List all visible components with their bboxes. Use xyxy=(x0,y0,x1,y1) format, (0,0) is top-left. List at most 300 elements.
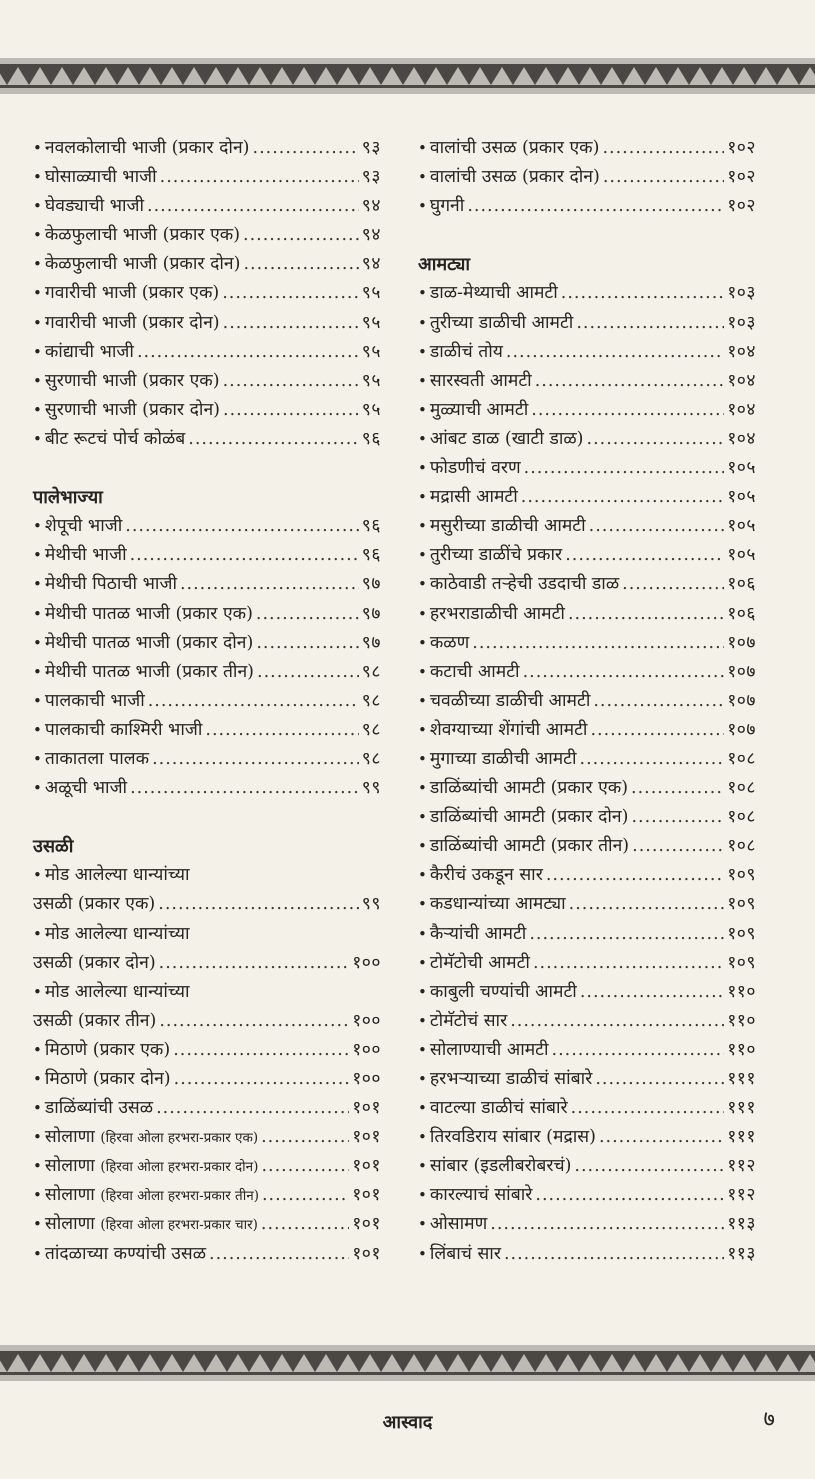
leader-dots xyxy=(593,687,724,716)
entry-title xyxy=(45,1152,259,1182)
bullet-icon: • xyxy=(33,546,42,565)
entry-title-text: डाळिंब्यांची आमटी (प्रकार दोन) xyxy=(429,807,629,828)
toc-entry xyxy=(418,1065,756,1094)
entry-title-text: तिरवडिराय सांबार (मद्रास) xyxy=(429,1127,596,1148)
toc-entry xyxy=(418,861,756,890)
toc-entry xyxy=(33,1123,381,1152)
section-gap xyxy=(33,454,381,483)
bullet-icon: • xyxy=(33,197,42,216)
leader-dots xyxy=(223,396,359,425)
entry-page-number: १०२ xyxy=(727,138,756,158)
leader-dots xyxy=(158,890,359,919)
leader-dots xyxy=(243,250,358,279)
entry-page-number: ११० xyxy=(727,1010,756,1031)
toc-entry xyxy=(33,309,381,338)
entry-title xyxy=(430,309,573,338)
entry-page-number: १०९ xyxy=(727,865,756,886)
toc-entry xyxy=(418,1181,756,1210)
entry-title-text: डाळिंब्यांची आमटी (प्रकार तीन) xyxy=(429,836,630,857)
entry-page-number: १०७ xyxy=(727,690,756,711)
bullet-icon: • xyxy=(418,982,427,1001)
bullet-icon: • xyxy=(418,429,427,448)
leader-dots xyxy=(253,134,359,163)
entry-title-text: मेथीची पातळ भाजी (प्रकार तीन) xyxy=(44,661,254,682)
toc-entry xyxy=(33,861,381,890)
leader-dots xyxy=(152,745,359,774)
leader-dots xyxy=(529,920,724,949)
toc-entry xyxy=(33,396,381,425)
entry-title xyxy=(45,745,149,774)
entry-page-number: ९४ xyxy=(361,254,381,275)
leader-dots xyxy=(574,1152,724,1181)
entry-page-number: १०७ xyxy=(727,661,756,682)
bullet-icon: • xyxy=(33,1099,42,1118)
entry-title-text: गवारीची भाजी (प्रकार दोन) xyxy=(44,312,220,333)
entry-page-number: १०३ xyxy=(727,283,756,304)
bullet-icon: • xyxy=(33,429,42,448)
toc-entry xyxy=(418,745,756,774)
leader-dots xyxy=(535,367,724,396)
entry-page-number: ९५ xyxy=(361,341,381,362)
entry-title xyxy=(430,1065,592,1094)
bullet-icon: • xyxy=(418,604,427,623)
entry-title-text: मेथीची पातळ भाजी (प्रकार दोन) xyxy=(44,632,254,653)
entry-page-number: १११ xyxy=(727,1127,756,1148)
entry-title-text: तुरीच्या डाळीची आमटी xyxy=(429,312,574,333)
entry-page-number: १०६ xyxy=(727,603,756,624)
toc-entry xyxy=(33,250,381,279)
entry-title xyxy=(430,745,577,774)
entry-title xyxy=(45,1181,259,1211)
toc-entry xyxy=(418,716,756,745)
leader-dots xyxy=(631,803,724,832)
bullet-icon: • xyxy=(33,371,42,390)
entry-title xyxy=(430,949,530,978)
bullet-icon: • xyxy=(418,924,427,943)
entry-title-text: टोमॅटोची आमटी xyxy=(429,952,530,973)
entry-title xyxy=(45,309,220,338)
entry-title-text: सुरणाची भाजी (प्रकार एक) xyxy=(44,370,220,391)
toc-entry xyxy=(418,774,756,803)
bullet-icon: • xyxy=(418,1011,427,1030)
leader-dots xyxy=(490,1210,724,1239)
entry-page-number: १०५ xyxy=(727,545,756,566)
toc-entry xyxy=(418,949,756,978)
entry-title xyxy=(45,1240,206,1269)
bullet-icon: • xyxy=(418,1128,427,1147)
toc-entry xyxy=(418,687,756,716)
toc-entry xyxy=(418,803,756,832)
section-gap xyxy=(33,803,381,832)
entry-title-text: मुगाच्या डाळीची आमटी xyxy=(429,748,577,769)
bullet-icon: • xyxy=(33,1070,42,1088)
bullet-icon: • xyxy=(33,662,42,681)
entry-title xyxy=(430,978,577,1007)
top-decorative-border xyxy=(0,58,815,94)
entry-title xyxy=(45,1210,258,1240)
entry-title xyxy=(430,192,464,221)
bullet-icon: • xyxy=(418,1040,427,1059)
entry-title-text: सोलाणा xyxy=(44,1127,95,1148)
entry-page-number: ९८ xyxy=(361,690,381,711)
entry-title-text: डाळिंब्यांची उसळ xyxy=(44,1098,154,1119)
entry-title-text: पालकाची भाजी xyxy=(44,690,145,711)
leader-dots xyxy=(510,1007,724,1036)
entry-title xyxy=(45,512,122,541)
toc-entry xyxy=(33,658,381,687)
entry-title xyxy=(45,774,127,803)
bottom-decorative-border xyxy=(0,1345,815,1381)
border-rule-top xyxy=(0,1351,815,1354)
leader-dots xyxy=(148,687,359,716)
toc-entry xyxy=(33,978,381,1007)
bullet-icon: • xyxy=(418,1157,427,1176)
leader-dots xyxy=(569,890,725,919)
leader-dots xyxy=(209,1240,349,1269)
entry-title-text: ताकातला पालक xyxy=(44,748,150,769)
entry-title xyxy=(430,425,584,454)
entry-page-number: ११० xyxy=(727,1039,756,1060)
entry-title-text: चवळीच्या डाळीची आमटी xyxy=(429,690,591,711)
leader-dots xyxy=(156,1094,349,1123)
entry-page-number: ९९ xyxy=(361,894,381,915)
border-rule-bottom xyxy=(0,85,815,88)
entry-title-text: पालकाची काश्मिरी भाजी xyxy=(44,719,203,740)
toc-entry xyxy=(33,338,381,367)
leader-dots xyxy=(222,279,359,308)
entry-title xyxy=(45,570,177,599)
entry-page-number: ९३ xyxy=(361,167,381,188)
entry-title xyxy=(430,920,526,949)
entry-title-text: शेपूची भाजी xyxy=(44,516,123,537)
toc-entry xyxy=(33,629,381,658)
entry-page-number: १०४ xyxy=(727,399,756,420)
leader-dots xyxy=(587,425,725,454)
entry-title xyxy=(430,803,629,832)
entry-title-text: कळण xyxy=(429,632,470,653)
leader-dots xyxy=(261,1152,349,1181)
toc-entry xyxy=(418,1007,756,1036)
entry-subtitle: (हिरवा ओला हरभरा-प्रकार चार) xyxy=(100,1217,258,1234)
bullet-icon: • xyxy=(418,1070,427,1088)
toc-entry-continuation xyxy=(33,890,381,919)
bullet-icon: • xyxy=(418,1186,427,1205)
leader-dots xyxy=(506,338,724,367)
toc-entry xyxy=(418,454,756,483)
section-gap xyxy=(418,221,756,250)
toc-entry xyxy=(33,541,381,570)
bullet-icon: • xyxy=(33,1244,42,1263)
entry-title-text: मेथीची भाजी xyxy=(44,545,127,566)
bullet-icon: • xyxy=(418,284,427,303)
entry-title xyxy=(430,600,565,629)
entry-title-text: घोसाळ्याची भाजी xyxy=(44,167,157,188)
bullet-icon: • xyxy=(33,1186,42,1205)
entry-title-text: डाळिंब्यांची आमटी (प्रकार एक) xyxy=(429,778,629,799)
entry-page-number: ११२ xyxy=(727,1156,756,1177)
toc-entry xyxy=(418,279,756,308)
toc-entry xyxy=(418,163,756,192)
toc-entry xyxy=(418,1240,756,1269)
leader-dots xyxy=(256,629,358,658)
entry-subtitle: (हिरवा ओला हरभरा-प्रकार तीन) xyxy=(100,1188,259,1205)
bullet-icon: • xyxy=(33,779,42,798)
bullet-icon: • xyxy=(418,1244,427,1263)
border-rule-bottom xyxy=(0,1372,815,1375)
entry-title xyxy=(430,629,469,658)
toc-entry xyxy=(33,163,381,192)
toc-entry xyxy=(418,978,756,1007)
entry-page-number: १०३ xyxy=(727,312,756,333)
entry-page-number: १०८ xyxy=(727,778,756,799)
entry-page-number: ९८ xyxy=(361,748,381,769)
leader-dots xyxy=(535,1181,724,1210)
entry-title xyxy=(45,250,241,279)
toc-entry-continuation xyxy=(33,1007,381,1036)
entry-title-continuation: उसळी (प्रकार एक) xyxy=(33,894,156,915)
leader-dots xyxy=(631,774,724,803)
entry-page-number: १०६ xyxy=(727,574,756,595)
toc-entry xyxy=(33,512,381,541)
entry-page-number: १०० xyxy=(352,1010,381,1031)
entry-title-text: अळूची भाजी xyxy=(44,778,128,799)
bullet-icon: • xyxy=(418,313,427,332)
leader-dots xyxy=(589,512,725,541)
entry-title xyxy=(430,861,543,890)
leader-dots xyxy=(523,658,725,687)
bullet-icon: • xyxy=(418,168,427,187)
toc-entry xyxy=(418,425,756,454)
toc-entry xyxy=(418,570,756,599)
entry-title-text: शेवग्याच्या शेंगांची आमटी xyxy=(429,719,588,740)
entry-page-number: ९६ xyxy=(361,428,381,449)
bullet-icon: • xyxy=(33,1040,42,1059)
toc-entry xyxy=(418,1036,756,1065)
entry-title-text: घेवड्याची भाजी xyxy=(44,196,145,217)
bullet-icon: • xyxy=(418,720,427,739)
leader-dots xyxy=(261,1123,349,1152)
toc-entry xyxy=(33,1210,381,1239)
entry-title-text: काठेवाडी तऱ्हेची उडदाची डाळ xyxy=(429,574,620,595)
entry-page-number: १०१ xyxy=(352,1243,381,1264)
bullet-icon: • xyxy=(418,575,427,594)
bullet-icon: • xyxy=(33,168,42,187)
entry-page-number: ९८ xyxy=(361,719,381,740)
entry-page-number: १०९ xyxy=(727,923,756,944)
entry-title xyxy=(430,483,518,512)
toc-entry xyxy=(33,425,381,454)
right-column-contents xyxy=(418,134,756,1269)
leader-dots xyxy=(568,600,724,629)
bullet-icon: • xyxy=(33,604,42,623)
entry-title-text: सुरणाची भाजी (प्रकार दोन) xyxy=(44,399,220,420)
entry-page-number: ११३ xyxy=(727,1243,756,1264)
entry-title xyxy=(430,279,558,308)
toc-entry xyxy=(33,774,381,803)
entry-page-number: १०४ xyxy=(727,370,756,391)
bullet-icon: • xyxy=(33,633,42,652)
entry-page-number: १०२ xyxy=(727,167,756,188)
entry-title xyxy=(45,687,145,716)
bullet-icon: • xyxy=(33,342,42,361)
entry-title-text: कैऱ्यांची आमटी xyxy=(429,923,527,944)
leader-dots xyxy=(188,425,359,454)
entry-title xyxy=(45,1123,258,1153)
entry-title xyxy=(45,978,190,1007)
bullet-icon: • xyxy=(33,139,42,157)
bullet-icon: • xyxy=(418,1099,427,1118)
bullet-icon: • xyxy=(33,575,42,594)
entry-title xyxy=(45,629,253,658)
toc-entry xyxy=(33,279,381,308)
bullet-icon: • xyxy=(33,313,42,332)
entry-subtitle: (हिरवा ओला हरभरा-प्रकार एक) xyxy=(100,1130,259,1147)
entry-title xyxy=(430,1094,568,1123)
entry-page-number: ९५ xyxy=(361,283,381,304)
entry-page-number: १०० xyxy=(352,952,381,973)
entry-title xyxy=(430,1123,596,1152)
toc-entry xyxy=(33,1152,381,1181)
leader-dots xyxy=(590,716,724,745)
entry-page-number: १०९ xyxy=(727,894,756,915)
entry-title-text: लिंबाचं सार xyxy=(429,1243,501,1264)
toc-entry xyxy=(418,483,756,512)
leader-dots xyxy=(521,483,724,512)
bullet-icon: • xyxy=(418,633,427,652)
toc-entry xyxy=(33,367,381,396)
entry-title-text: हरभऱ्याच्या डाळीचं सांबारे xyxy=(429,1069,593,1089)
entry-title-text: तुरीच्या डाळींचे प्रकार xyxy=(429,545,563,566)
leader-dots xyxy=(622,570,724,599)
toc-entry xyxy=(418,600,756,629)
entry-title xyxy=(430,1240,501,1269)
entry-title-text: वालांची उसळ (प्रकार एक) xyxy=(429,138,600,158)
toc-entry xyxy=(33,920,381,949)
entry-title xyxy=(45,600,253,629)
entry-page-number: १०८ xyxy=(727,748,756,769)
footer-book-title: आस्वाद xyxy=(382,1412,433,1433)
entry-title xyxy=(430,716,588,745)
entry-title-text: बीट रूटचं पोर्च कोळंब xyxy=(44,428,186,449)
bullet-icon: • xyxy=(418,808,427,827)
entry-title-text: केळफुलाची भाजी (प्रकार एक) xyxy=(44,225,241,246)
entry-title-text: घुगनी xyxy=(429,196,465,217)
bullet-icon: • xyxy=(418,895,427,914)
leader-dots xyxy=(565,541,724,570)
entry-title-text: कडधान्यांच्या आमट्या xyxy=(429,894,566,915)
entry-title xyxy=(430,1007,507,1036)
entry-title-text: फोडणीचं वरण xyxy=(429,458,521,479)
entry-title xyxy=(430,512,586,541)
leader-dots xyxy=(147,192,359,221)
entry-title-text: तांदळाच्या कण्यांची उसळ xyxy=(44,1243,207,1264)
entry-title-text: मोड आलेल्या धान्यांच्या xyxy=(44,865,190,886)
bullet-icon: • xyxy=(418,691,427,710)
bottom-border-pattern xyxy=(0,1345,815,1381)
leader-dots xyxy=(546,861,724,890)
toc-entry xyxy=(418,920,756,949)
entry-page-number: ९६ xyxy=(361,545,381,566)
entry-title-text: सोलाणा xyxy=(44,1185,95,1206)
entry-title xyxy=(430,367,532,396)
entry-page-number: १०० xyxy=(352,1069,381,1089)
leader-dots xyxy=(125,512,359,541)
entry-page-number: ९८ xyxy=(361,661,381,682)
footer-page-number: ७ xyxy=(763,1407,775,1432)
entry-title xyxy=(45,1036,170,1065)
entry-title-text: डाळीचं तोय xyxy=(429,341,503,362)
left-column-contents xyxy=(33,134,381,1269)
leader-dots xyxy=(632,832,724,861)
leader-dots xyxy=(576,309,724,338)
entry-page-number: १०१ xyxy=(352,1214,381,1235)
leader-dots xyxy=(599,1123,724,1152)
entry-title-text: गवारीची भाजी (प्रकार एक) xyxy=(44,283,220,304)
section-heading: आमट्या xyxy=(418,254,471,276)
toc-entry xyxy=(418,658,756,687)
entry-title xyxy=(45,163,157,192)
bullet-icon: • xyxy=(418,662,427,681)
entry-title xyxy=(45,338,134,367)
toc-entry-continuation xyxy=(33,949,381,978)
bullet-icon: • xyxy=(418,749,427,768)
bullet-icon: • xyxy=(33,1157,42,1176)
leader-dots xyxy=(223,309,359,338)
leader-dots xyxy=(174,1065,350,1094)
entry-page-number: ९६ xyxy=(361,516,381,537)
entry-page-number: १०९ xyxy=(727,952,756,973)
entry-page-number: ९५ xyxy=(361,399,381,420)
entry-title xyxy=(430,1152,572,1181)
entry-title xyxy=(430,658,520,687)
entry-page-number: ९५ xyxy=(361,312,381,333)
leader-dots xyxy=(205,716,358,745)
entry-page-number: ९७ xyxy=(361,632,381,653)
entry-title-text: मोड आलेल्या धान्यांच्या xyxy=(44,981,190,1002)
entry-title xyxy=(430,396,528,425)
toc-entry xyxy=(33,716,381,745)
entry-title-text: कैरीचं उकडून सार xyxy=(429,865,543,886)
entry-title-text: ओसामण xyxy=(429,1214,488,1235)
entry-page-number: १०१ xyxy=(352,1185,381,1206)
entry-subtitle: (हिरवा ओला हरभरा-प्रकार दोन) xyxy=(100,1159,259,1176)
leader-dots xyxy=(180,570,359,599)
entry-title xyxy=(45,716,203,745)
bullet-icon: • xyxy=(418,197,427,216)
leader-dots xyxy=(256,600,359,629)
entry-page-number: ९३ xyxy=(361,138,381,158)
toc-entry xyxy=(418,629,756,658)
leader-dots xyxy=(130,541,359,570)
bullet-icon: • xyxy=(33,1215,42,1234)
leader-dots xyxy=(571,1094,725,1123)
bullet-icon: • xyxy=(418,517,427,536)
entry-title xyxy=(430,774,628,803)
entry-title xyxy=(45,192,144,221)
bullet-icon: • xyxy=(33,691,42,710)
entry-page-number: १०५ xyxy=(727,487,756,508)
bullet-icon: • xyxy=(418,837,427,856)
leader-dots xyxy=(262,1181,349,1210)
bullet-icon: • xyxy=(33,255,42,274)
entry-title xyxy=(45,861,190,890)
entry-title-text: मसुरीच्या डाळीची आमटी xyxy=(429,516,586,537)
entry-title xyxy=(45,658,254,687)
entry-title xyxy=(430,570,619,599)
toc-entry xyxy=(418,396,756,425)
entry-page-number: ९४ xyxy=(361,196,381,217)
entry-page-number: १०५ xyxy=(727,458,756,479)
